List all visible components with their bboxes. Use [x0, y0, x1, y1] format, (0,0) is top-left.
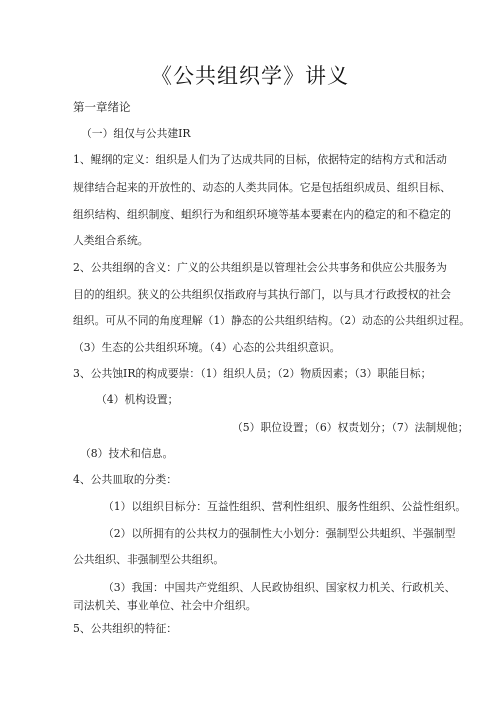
document-title: 《公共组织学》讲义 — [151, 64, 349, 88]
chapter-heading: 第一章绪论 — [73, 100, 131, 114]
paragraph-line: （3）生态的公共组织环境。（4）心态的公共组织意识。 — [73, 341, 341, 354]
paragraph-line: 1、鲲纲的定义：组织是人们为了达成共同的目标，依据特定的结构方式和活动 — [73, 153, 447, 166]
paragraph-line: （4）机构设置； — [96, 393, 179, 406]
paragraph-line: 2、公共组纲的含义：广义的公共组织是以管理社会公共事务和供应公共服务为 — [73, 261, 447, 274]
paragraph-line: 规律结合起来的开放性的、动态的人类共同体。它是包括组织成员、组织目标、 — [73, 181, 451, 194]
paragraph-line: （8）技术和信息。 — [80, 447, 174, 460]
section-heading: （一）组仅与公共建IR — [81, 127, 191, 140]
paragraph-line: 人类组合系统。 — [73, 234, 149, 247]
paragraph-line: 3、公共蚀IR的构成要崇：（1）组织人员；（2）物质因素；（3）职能目标； — [73, 367, 432, 380]
paragraph-line: 公共组织、非强制型公共组织。 — [73, 553, 225, 566]
paragraph-line: 目的的组织。狭义的公共组织仅指政府与其执行部门，以与具才行政授权的社会 — [73, 288, 451, 301]
paragraph-line: （5）职位设置；（6）权责划分；（7）法制规他； — [232, 421, 469, 434]
paragraph-line: 组织结构、组织制度、蛆织行为和组织环境等基本要素在内的稳定的和不稳定的 — [73, 208, 451, 221]
paragraph-line: 组织。可从不同的角度理解（1）静态的公共组织结构。（2）动态的公共组织过程。 — [73, 314, 471, 327]
paragraph-line: 4、公共皿取的分类： — [73, 473, 178, 486]
paragraph-line: 司法机关、事业单位、社会中介组织。 — [73, 599, 257, 612]
paragraph-line: （3）我国：中国共产党组织、人民政协组织、国家权力机关、行政机关、 — [103, 581, 456, 594]
paragraph-line: 5、公共组织的特征： — [73, 622, 178, 635]
paragraph-line: （2）以所拥有的公共权力的强制性大小划分：强制型公共蛆织、半强制型 — [103, 527, 456, 540]
paragraph-line: （1）以组织目标分：互益性组织、营利性组织、服务性组织、公益性组织。 — [103, 500, 467, 513]
